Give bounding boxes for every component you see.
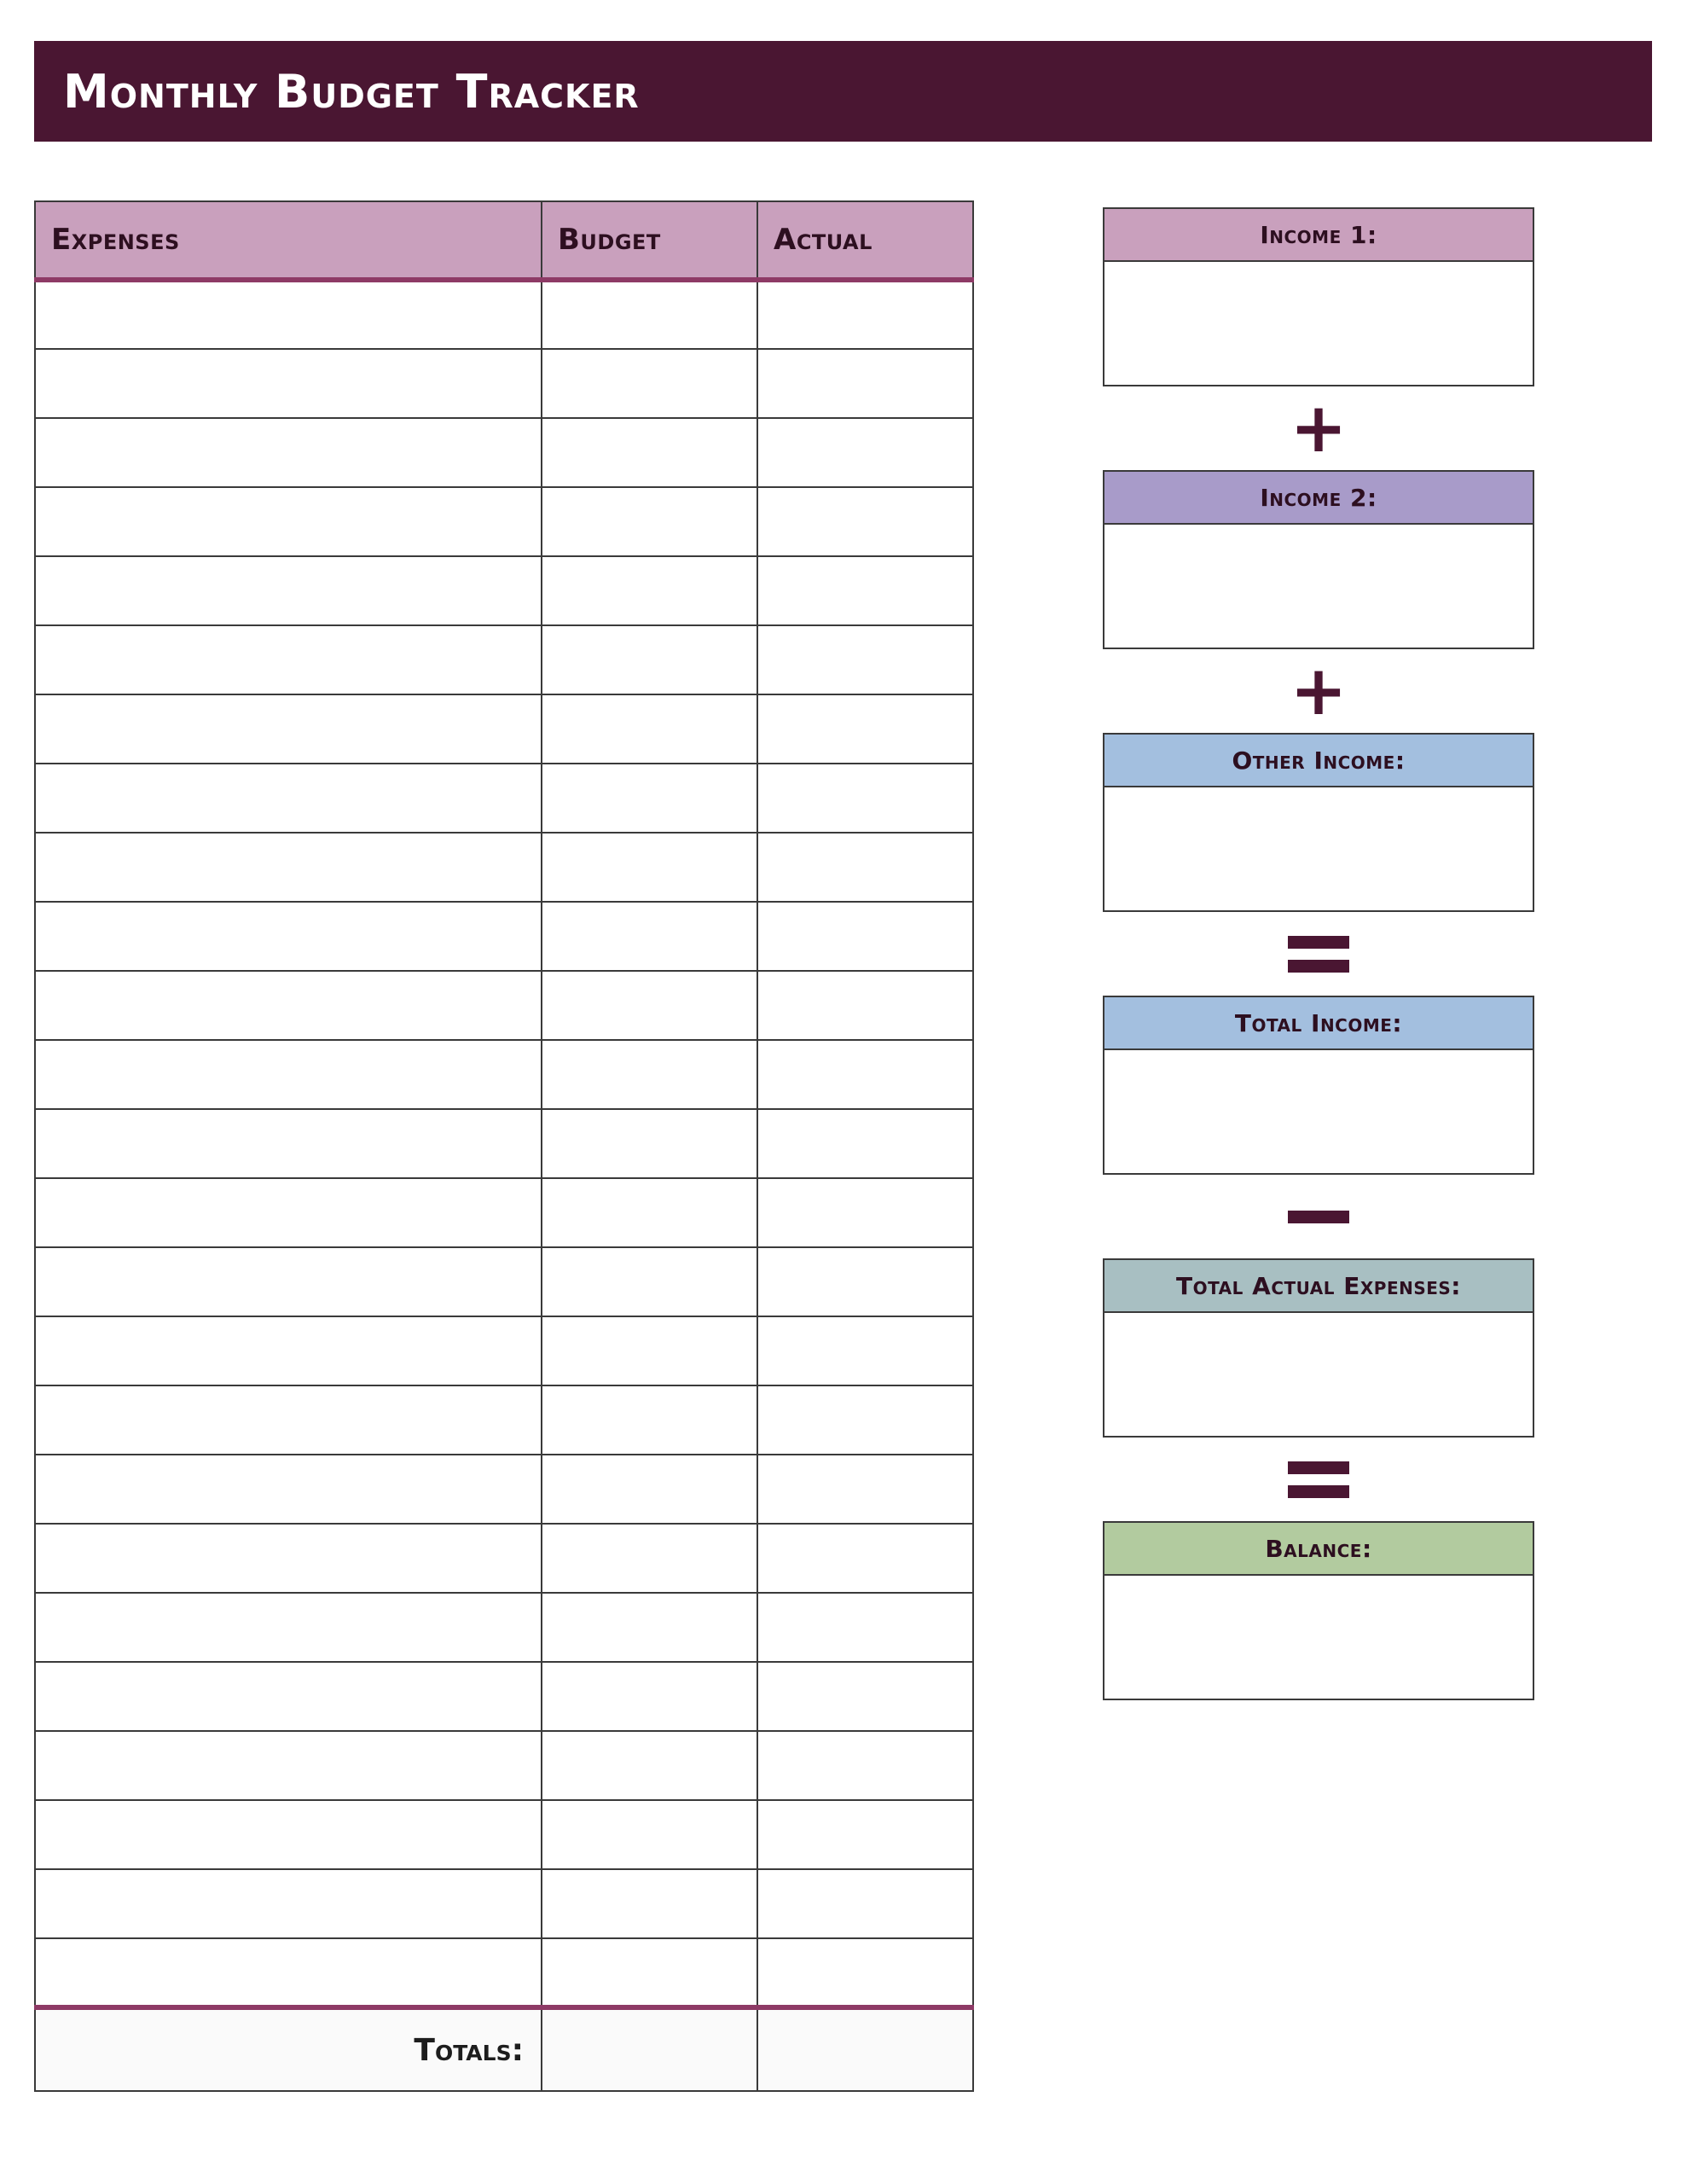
summary-box [1103,1258,1534,1438]
equals-icon [1103,912,1534,996]
expense-actual-cell[interactable] [757,1178,973,1247]
equals-icon [1103,1438,1534,1521]
expense-actual-cell[interactable] [757,487,973,556]
totals-actual-cell[interactable] [757,2007,973,2091]
table-row [35,349,973,418]
table-row [35,625,973,694]
expense-actual-cell[interactable] [757,1800,973,1869]
expense-name-cell[interactable] [35,280,542,349]
table-row [35,1178,973,1247]
expense-name-cell[interactable] [35,487,542,556]
summary-box [1103,1521,1534,1700]
summary-box-label: Total Actual Expenses: [1103,1258,1534,1311]
summary-box-label: Other Income: [1103,733,1534,786]
expense-name-cell[interactable] [35,1385,542,1455]
expense-budget-cell[interactable] [542,1524,757,1593]
expense-actual-cell[interactable] [757,1524,973,1593]
expense-actual-cell[interactable] [757,349,973,418]
expense-name-cell[interactable] [35,1869,542,1938]
expense-name-cell[interactable] [35,694,542,764]
expense-budget-cell[interactable] [542,1455,757,1524]
expense-budget-cell[interactable] [542,1109,757,1178]
expense-budget-cell[interactable] [542,1040,757,1109]
table-row [35,1869,973,1938]
table-row [35,487,973,556]
expense-actual-cell[interactable] [757,1731,973,1800]
table-row [35,1385,973,1455]
expense-name-cell[interactable] [35,1524,542,1593]
expense-budget-cell[interactable] [542,1593,757,1662]
summary-box-label: Total Income: [1103,996,1534,1048]
expense-budget-cell[interactable] [542,764,757,833]
expense-name-cell[interactable] [35,349,542,418]
table-row [35,1662,973,1731]
expense-actual-cell[interactable] [757,1662,973,1731]
expense-name-cell[interactable] [35,1316,542,1385]
expense-actual-cell[interactable] [757,1455,973,1524]
summary-box [1103,733,1534,912]
expense-name-cell[interactable] [35,418,542,487]
summary-box-value[interactable] [1103,1574,1534,1700]
expense-budget-cell[interactable] [542,902,757,971]
totals-budget-cell[interactable] [542,2007,757,2091]
table-row [35,1247,973,1316]
expense-budget-cell[interactable] [542,487,757,556]
expense-actual-cell[interactable] [757,625,973,694]
expense-budget-cell[interactable] [542,1731,757,1800]
totals-label: Totals: [35,2007,542,2091]
expense-name-cell[interactable] [35,1109,542,1178]
table-row [35,1109,973,1178]
expense-actual-cell[interactable] [757,833,973,902]
expense-name-cell[interactable] [35,1731,542,1800]
table-row [35,1800,973,1869]
expense-name-cell[interactable] [35,902,542,971]
expense-name-cell[interactable] [35,1800,542,1869]
table-row [35,971,973,1040]
plus-icon: + [1290,651,1348,730]
expense-actual-cell[interactable] [757,1247,973,1316]
expenses-table-body [35,280,973,2007]
table-row [35,556,973,625]
column-header-budget: Budget [542,201,757,280]
document-title-banner [34,41,1652,142]
summary-box-value[interactable] [1103,260,1534,386]
table-row [35,1455,973,1524]
table-row [35,1593,973,1662]
totals-row [35,2007,973,2091]
table-row [35,1040,973,1109]
expense-actual-cell[interactable] [757,556,973,625]
expense-actual-cell[interactable] [757,1040,973,1109]
table-row [35,1316,973,1385]
expense-actual-cell[interactable] [757,1593,973,1662]
expense-name-cell[interactable] [35,1247,542,1316]
expense-budget-cell[interactable] [542,556,757,625]
expense-actual-cell[interactable] [757,418,973,487]
expense-name-cell[interactable] [35,1662,542,1731]
expense-name-cell[interactable] [35,1455,542,1524]
table-row [35,280,973,349]
minus-icon [1103,1175,1534,1258]
expense-actual-cell[interactable] [757,694,973,764]
expense-actual-cell[interactable] [757,1938,973,2007]
income-summary-column [1103,207,1534,1700]
table-row [35,1731,973,1800]
expense-budget-cell[interactable] [542,1938,757,2007]
summary-box-value[interactable] [1103,1311,1534,1438]
expense-actual-cell[interactable] [757,1385,973,1455]
expense-budget-cell[interactable] [542,418,757,487]
table-header-row [35,201,973,280]
expense-budget-cell[interactable] [542,1800,757,1869]
expense-budget-cell[interactable] [542,1869,757,1938]
table-row [35,902,973,971]
column-header-expenses: Expenses [35,201,542,280]
expense-name-cell[interactable] [35,625,542,694]
summary-box-value[interactable] [1103,786,1534,912]
expense-budget-cell[interactable] [542,1178,757,1247]
summary-box-value[interactable] [1103,1048,1534,1175]
table-row [35,833,973,902]
expense-budget-cell[interactable] [542,694,757,764]
summary-box [1103,470,1534,649]
expense-name-cell[interactable] [35,1593,542,1662]
expense-actual-cell[interactable] [757,280,973,349]
table-row [35,418,973,487]
summary-box-label: Income 2: [1103,470,1534,523]
plus-icon: + [1290,388,1348,468]
expense-budget-cell[interactable] [542,625,757,694]
table-row [35,764,973,833]
expense-budget-cell[interactable] [542,349,757,418]
expense-budget-cell[interactable] [542,833,757,902]
expense-budget-cell[interactable] [542,971,757,1040]
expense-budget-cell[interactable] [542,1316,757,1385]
expenses-table [34,200,974,2092]
table-row [35,1524,973,1593]
expense-name-cell[interactable] [35,764,542,833]
summary-box [1103,207,1534,386]
expense-name-cell[interactable] [35,556,542,625]
table-row [35,694,973,764]
column-header-actual: Actual [757,201,973,280]
expense-budget-cell[interactable] [542,1662,757,1731]
summary-box-label: Balance: [1103,1521,1534,1574]
expense-budget-cell[interactable] [542,280,757,349]
table-row [35,1938,973,2007]
expense-name-cell[interactable] [35,833,542,902]
expense-actual-cell[interactable] [757,1316,973,1385]
expense-budget-cell[interactable] [542,1385,757,1455]
expense-name-cell[interactable] [35,971,542,1040]
summary-box-label: Income 1: [1103,207,1534,260]
expense-budget-cell[interactable] [542,1247,757,1316]
summary-box-value[interactable] [1103,523,1534,649]
expense-actual-cell[interactable] [757,902,973,971]
expense-name-cell[interactable] [35,1040,542,1109]
expense-name-cell[interactable] [35,1938,542,2007]
expense-name-cell[interactable] [35,1178,542,1247]
expense-actual-cell[interactable] [757,764,973,833]
expense-actual-cell[interactable] [757,1109,973,1178]
expense-actual-cell[interactable] [757,971,973,1040]
summary-box [1103,996,1534,1175]
expense-actual-cell[interactable] [757,1869,973,1938]
page-title: Monthly Budget Tracker [63,64,640,119]
